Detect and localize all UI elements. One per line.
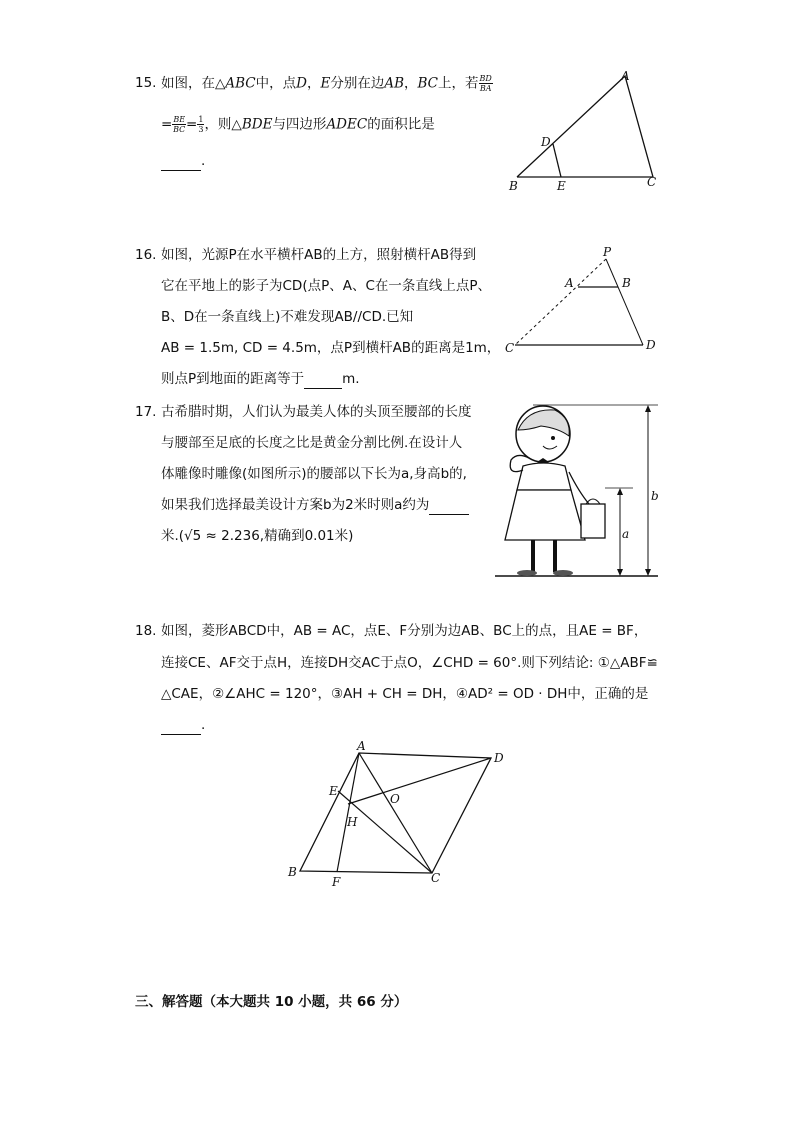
segment-af bbox=[337, 753, 359, 872]
q15-answer-blank[interactable] bbox=[161, 152, 201, 171]
q15-line2 bbox=[161, 115, 435, 134]
q15-text: = bbox=[186, 116, 198, 133]
label-b: B bbox=[622, 276, 631, 290]
q15-text: 中，点 bbox=[255, 75, 297, 92]
q17-line3: 体雕像时雕像(如图所示)的腰部以下长为a,身高b的, bbox=[161, 466, 467, 482]
q18-line2: 连接CE、AF交于点H，连接DH交AC于点O，∠CHD = 60°.则下列结论: ①△ABF≌ bbox=[161, 655, 658, 671]
figure-shoe-left bbox=[517, 570, 537, 576]
q15-fraction: $\frac{BE}{BC}$ bbox=[173, 115, 186, 134]
q16-line2: 它在平地上的影子为CD(点P、A、C在一条直线上点P、 bbox=[161, 278, 492, 294]
q18-answer-blank[interactable] bbox=[161, 716, 201, 735]
label-a: A bbox=[621, 69, 630, 83]
q16-line5: 则点P到地面的距离等于 m. bbox=[161, 371, 360, 387]
figure-eye bbox=[551, 436, 555, 440]
q17-line1: 古希腊时期，人们认为最美人体的头顶至腰部的长度 bbox=[161, 404, 472, 420]
q16-figure bbox=[503, 245, 668, 360]
arrow-head bbox=[645, 405, 651, 412]
q15-math: D bbox=[296, 75, 307, 92]
label-f: F bbox=[332, 875, 341, 889]
q17-number: 17. bbox=[135, 404, 157, 420]
q18-number: 18. bbox=[135, 623, 157, 639]
triangle-abc bbox=[517, 76, 653, 177]
arrow-head bbox=[645, 569, 651, 576]
q15-math: E bbox=[320, 75, 331, 92]
q15-text: 上，若 bbox=[438, 75, 479, 92]
label-b: b bbox=[651, 489, 659, 503]
q15-line1 bbox=[161, 74, 493, 93]
figure-blouse bbox=[517, 463, 571, 490]
q15-text: 分别在边 bbox=[330, 75, 385, 92]
q15-text: ， bbox=[404, 75, 418, 92]
q15-text: 的面积比是 bbox=[367, 116, 435, 133]
label-a: A bbox=[357, 739, 366, 753]
q15-text: 如图，在△ bbox=[161, 75, 226, 92]
ray-pd bbox=[606, 259, 643, 345]
q15-text: = bbox=[161, 116, 173, 133]
q17-line5: 米.(√5 ≈ 2.236,精确到0.01米) bbox=[161, 528, 354, 544]
q16-line1: 如图，光源P在水平横杆AB的上方，照射横杆AB得到 bbox=[161, 247, 477, 263]
q15-line3: . bbox=[161, 152, 205, 171]
q17-line2: 与腰部至足底的长度之比是黄金分割比例.在设计人 bbox=[161, 435, 463, 451]
label-e: E bbox=[557, 179, 566, 193]
handbag bbox=[581, 504, 605, 538]
q15-text: ，则△ bbox=[204, 116, 242, 133]
label-h: H bbox=[347, 815, 358, 829]
ray-pc bbox=[515, 259, 606, 345]
q18-figure bbox=[284, 738, 514, 893]
label-d: D bbox=[541, 135, 551, 149]
q15-math: BDE bbox=[241, 116, 273, 133]
q18-line1: 如图，菱形ABCD中，AB = AC，点E、F分别为边AB、BC上的点，且AE = BF， bbox=[161, 623, 648, 639]
label-c: C bbox=[647, 175, 657, 189]
q15-figure bbox=[505, 68, 675, 193]
q15-math: ABC bbox=[225, 75, 256, 92]
q16-line3: B、D在一条直线上)不难发现AB//CD.已知 bbox=[161, 309, 414, 325]
q16-number: 16. bbox=[135, 247, 157, 263]
q15-math: ADEC bbox=[326, 116, 368, 133]
arrow-head bbox=[617, 569, 623, 576]
q16-answer-blank[interactable] bbox=[304, 370, 342, 389]
q15-fraction: $\frac{1}{3}$ bbox=[198, 115, 204, 134]
diagonal-ac bbox=[359, 753, 432, 873]
label-p: P bbox=[603, 245, 612, 259]
q17-answer-blank[interactable] bbox=[429, 496, 469, 515]
q15-math: AB bbox=[384, 75, 404, 92]
label-a: A bbox=[565, 276, 574, 290]
section-title: 三、解答题（本大题共 10 小题，共 66 分） bbox=[135, 994, 408, 1010]
label-c: C bbox=[431, 871, 441, 885]
label-d: D bbox=[494, 751, 504, 765]
label-b: B bbox=[288, 865, 297, 879]
q16-line4: AB = 1.5m, CD = 4.5m，点P到横杆AB的距离是1m， bbox=[161, 340, 501, 356]
label-a: a bbox=[622, 527, 630, 541]
q15-fraction: $\frac{BD}{BA}$ bbox=[479, 74, 492, 93]
figure-skirt bbox=[505, 490, 585, 540]
q15-number: 15. bbox=[135, 75, 157, 91]
q15-text: 与四边形 bbox=[272, 116, 327, 133]
q17-figure bbox=[493, 400, 668, 580]
q18-line4: . bbox=[161, 716, 205, 735]
figure-shoe-right bbox=[553, 570, 573, 576]
q18-line3: △CAE，②∠AHC = 120°，③AH + CH = DH，④AD² = OD · DH中，正确的是 bbox=[161, 686, 649, 702]
label-o: O bbox=[390, 792, 400, 806]
arrow-head bbox=[617, 488, 623, 495]
q17-line4: 如果我们选择最美设计方案b为2米时则a约为 bbox=[161, 496, 469, 515]
q15-text: ， bbox=[306, 75, 321, 92]
label-c: C bbox=[505, 341, 515, 355]
label-d: D bbox=[646, 338, 656, 352]
q15-math: BC bbox=[417, 75, 439, 92]
segment-dh bbox=[348, 758, 491, 804]
label-e: E bbox=[329, 784, 338, 798]
segment-de bbox=[553, 144, 561, 177]
label-b: B bbox=[509, 179, 518, 193]
